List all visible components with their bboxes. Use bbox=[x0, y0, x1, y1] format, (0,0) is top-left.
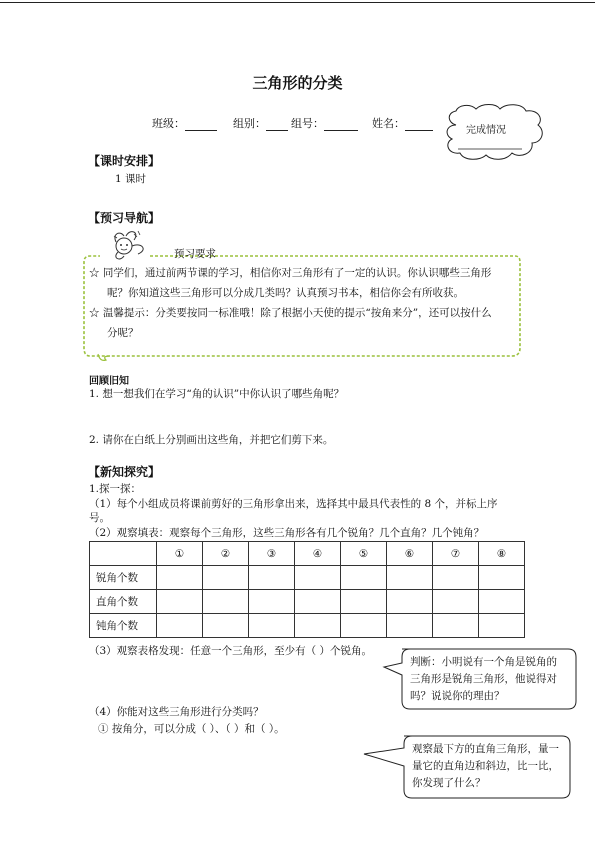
explore-sub1: 1.探一探： bbox=[89, 483, 142, 495]
table-cell[interactable] bbox=[203, 566, 249, 590]
table-cell[interactable] bbox=[479, 566, 525, 590]
table-cell[interactable] bbox=[433, 566, 479, 590]
explore-p1-line1: （1）每个小组成员将课前剪好的三角形拿出来，选择其中最具代表性的 8 个，并标上序 bbox=[89, 498, 498, 510]
review-heading: 回顾旧知 bbox=[89, 376, 129, 387]
table-cell[interactable] bbox=[157, 614, 203, 638]
completion-status-label: 完成情况 bbox=[466, 125, 506, 136]
bubble1-line1: 判断：小明说有一个角是锐角的 bbox=[410, 656, 557, 668]
explore-p3: （3）观察表格发现：任意一个三角形，至少有（ ）个锐角。 bbox=[89, 645, 373, 657]
name-field[interactable] bbox=[405, 118, 433, 131]
table-row bbox=[90, 590, 525, 614]
table-cell[interactable] bbox=[387, 590, 433, 614]
table-cell[interactable] bbox=[341, 614, 387, 638]
preview-item2-line2: 分呢？ bbox=[107, 327, 139, 339]
schedule-text: 1 课时 bbox=[115, 173, 147, 185]
table-cell[interactable] bbox=[479, 590, 525, 614]
table-cell[interactable] bbox=[387, 614, 433, 638]
table-col-header: ⑧ bbox=[479, 542, 525, 566]
table-cell[interactable] bbox=[479, 614, 525, 638]
preview-item1-line2: 呢？你知道这些三角形可以分成几类吗？认真预习书本，相信你会有所收获。 bbox=[107, 287, 464, 299]
info-name bbox=[372, 115, 433, 131]
table-cell[interactable] bbox=[157, 566, 203, 590]
preview-heading: 【预习导航】 bbox=[88, 211, 161, 225]
class-field[interactable] bbox=[185, 118, 217, 131]
table-col-header: ① bbox=[157, 542, 203, 566]
table-col-header: ② bbox=[203, 542, 249, 566]
table-col-header: ③ bbox=[249, 542, 295, 566]
table-row bbox=[90, 614, 525, 638]
table-cell[interactable] bbox=[295, 590, 341, 614]
info-class bbox=[152, 115, 217, 131]
table-cell[interactable] bbox=[203, 614, 249, 638]
table-cell[interactable] bbox=[341, 590, 387, 614]
explore-p4: （4）你能对这些三角形进行分类吗？ bbox=[89, 706, 264, 718]
angle-count-table bbox=[89, 541, 525, 638]
bubble2-line3: 你发现了什么？ bbox=[412, 777, 486, 789]
table-corner-cell bbox=[90, 542, 157, 566]
preview-box-frame bbox=[80, 244, 525, 366]
number-field[interactable] bbox=[324, 118, 358, 131]
table-row-label: 锐角个数 bbox=[90, 566, 157, 590]
preview-item1-line1: ☆ 同学们，通过前两节课的学习，相信你对三角形有了一定的认识。你认识哪些三角形 bbox=[89, 267, 492, 279]
table-cell[interactable] bbox=[249, 590, 295, 614]
table-col-header: ⑤ bbox=[341, 542, 387, 566]
schedule-heading: 【课时安排】 bbox=[88, 154, 161, 168]
explore-heading: 【新知探究】 bbox=[88, 465, 161, 479]
table-col-header: ⑥ bbox=[387, 542, 433, 566]
table-cell[interactable] bbox=[341, 566, 387, 590]
explore-p2: （2）观察填表：观察每个三角形，这些三角形各有几个锐角？几个直角？几个钝角？ bbox=[89, 527, 485, 539]
table-col-header: ④ bbox=[295, 542, 341, 566]
table-cell[interactable] bbox=[203, 590, 249, 614]
page-title: 三角形的分类 bbox=[252, 74, 343, 92]
review-question-2: 2. 请你在白纸上分别画出这些角，并把它们剪下来。 bbox=[89, 434, 334, 446]
info-group bbox=[233, 115, 288, 131]
explore-p4-answer: ① 按角分，可以分成（ ）、（ ）和（ ）。 bbox=[98, 723, 285, 735]
group-label: 组别： bbox=[233, 117, 266, 130]
table-row bbox=[90, 566, 525, 590]
table-cell[interactable] bbox=[249, 614, 295, 638]
table-cell[interactable] bbox=[295, 566, 341, 590]
table-cell[interactable] bbox=[433, 614, 479, 638]
bubble1-line2: 三角形是锐角三角形，他说得对 bbox=[410, 673, 557, 685]
class-label: 班级： bbox=[152, 117, 185, 130]
group-field[interactable] bbox=[266, 118, 288, 131]
bubble2-line1: 观察最下方的直角三角形，量一 bbox=[412, 743, 559, 755]
review-question-1: 1. 想一想我们在学习“角的认识”中你认识了哪些角呢？ bbox=[89, 388, 345, 400]
table-cell[interactable] bbox=[433, 590, 479, 614]
preview-box-title: 预习要求 bbox=[174, 248, 216, 260]
info-number bbox=[291, 115, 358, 131]
top-rule bbox=[0, 2, 595, 3]
table-header-row bbox=[90, 542, 525, 566]
table-cell[interactable] bbox=[295, 614, 341, 638]
table-col-header: ⑦ bbox=[433, 542, 479, 566]
table-cell[interactable] bbox=[157, 590, 203, 614]
explore-p1-line2: 号。 bbox=[89, 512, 110, 524]
table-row-label: 钝角个数 bbox=[90, 614, 157, 638]
bubble2-line2: 量它的直角边和斜边，比一比， bbox=[412, 760, 559, 772]
table-row-label: 直角个数 bbox=[90, 590, 157, 614]
table-cell[interactable] bbox=[249, 566, 295, 590]
bubble1-line3: 吗？说说你的理由？ bbox=[410, 690, 505, 702]
table-cell[interactable] bbox=[387, 566, 433, 590]
name-label: 姓名： bbox=[372, 117, 405, 130]
preview-item2-line1: ☆ 温馨提示：分类要按同一标准哦！除了根据小天使的提示“按角来分”，还可以按什么 bbox=[89, 307, 492, 319]
number-label: 组号： bbox=[291, 117, 324, 130]
